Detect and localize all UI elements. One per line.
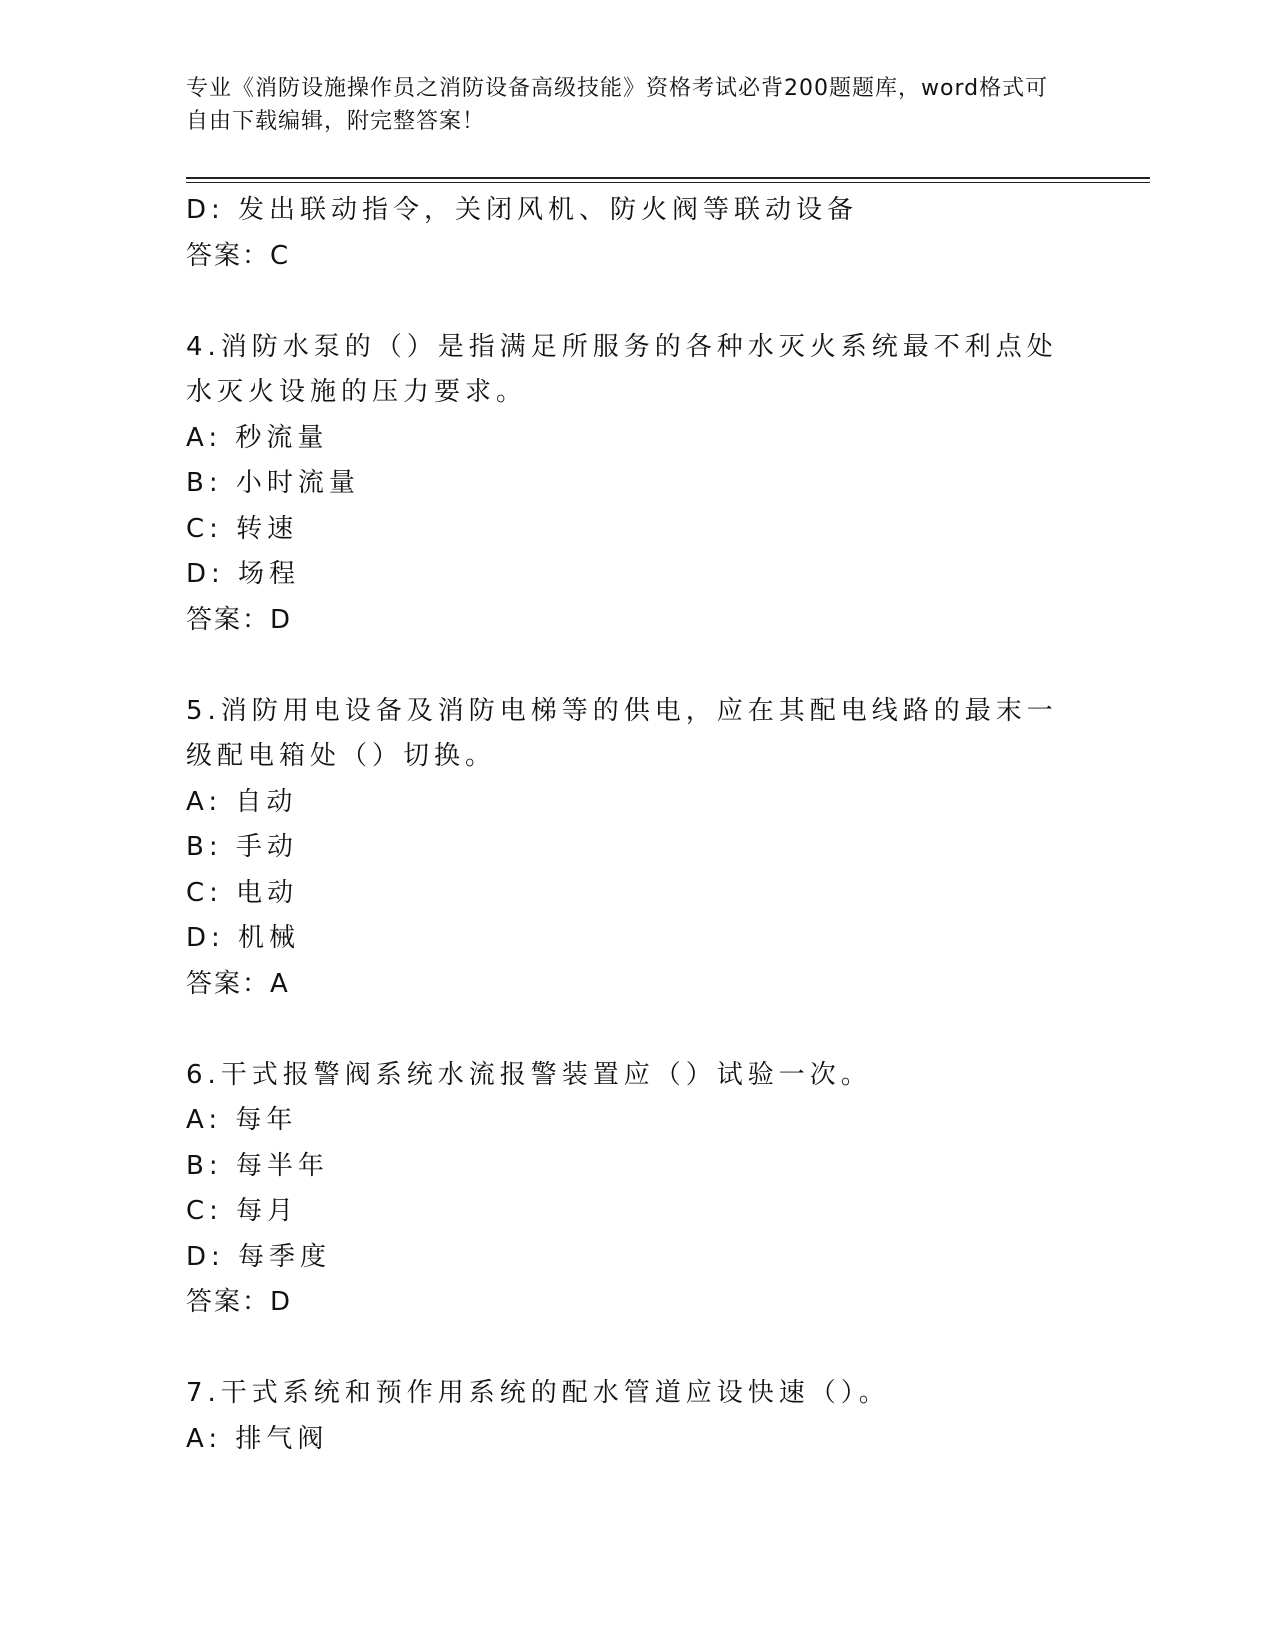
option-b: B: 每半年: [186, 1150, 329, 1181]
question-6: [186, 1053, 1086, 1326]
answer: 答案：D: [186, 604, 293, 635]
option-b: B: 手动: [186, 832, 298, 862]
question-5: [186, 689, 1086, 1008]
option-d: D: 场程: [186, 559, 301, 589]
document-header: 专业《消防设施操作员之消防设备高级技能》资格考试必背200题题库，word格式可自由下载编辑，附完整答案！: [186, 76, 1049, 134]
question-content: [186, 188, 1086, 1462]
option-c: C: 转速: [186, 513, 299, 544]
option-a: A: 自动: [186, 786, 298, 817]
option-b: B: 小时流量: [186, 468, 360, 498]
prev-answer: 答案：C: [186, 240, 291, 271]
question-7: [186, 1371, 1086, 1462]
option-d: D: 机械: [186, 923, 301, 953]
question-stem: 6.干式报警阀系统水流报警装置应（）试验一次。: [186, 1059, 872, 1090]
question-stem: 5.消防用电设备及消防电梯等的供电，应在其配电线路的最末一级配电箱处（）切换。: [186, 695, 1058, 771]
option-c: C: 电动: [186, 877, 299, 908]
prev-option-d: D: 发出联动指令，关闭风机、防火阀等联动设备: [186, 195, 859, 225]
option-a: A: 排气阀: [186, 1423, 329, 1454]
option-d: D: 每季度: [186, 1241, 332, 1272]
option-a: A: 每年: [186, 1105, 298, 1135]
header-rule-thick: [186, 177, 1150, 179]
header-rule-thin: [186, 182, 1150, 183]
answer: 答案：A: [186, 968, 290, 999]
answer: 答案：D: [186, 1287, 293, 1317]
question-stem: 7.干式系统和预作用系统的配水管道应设快速（）。: [186, 1378, 890, 1408]
option-a: A: 秒流量: [186, 422, 329, 453]
option-c: C: 每月: [186, 1196, 299, 1226]
question-stem: 4.消防水泵的（）是指满足所服务的各种水灭火系统最不利点处水灭火设施的压力要求。: [186, 331, 1058, 407]
question-4: [186, 325, 1086, 644]
